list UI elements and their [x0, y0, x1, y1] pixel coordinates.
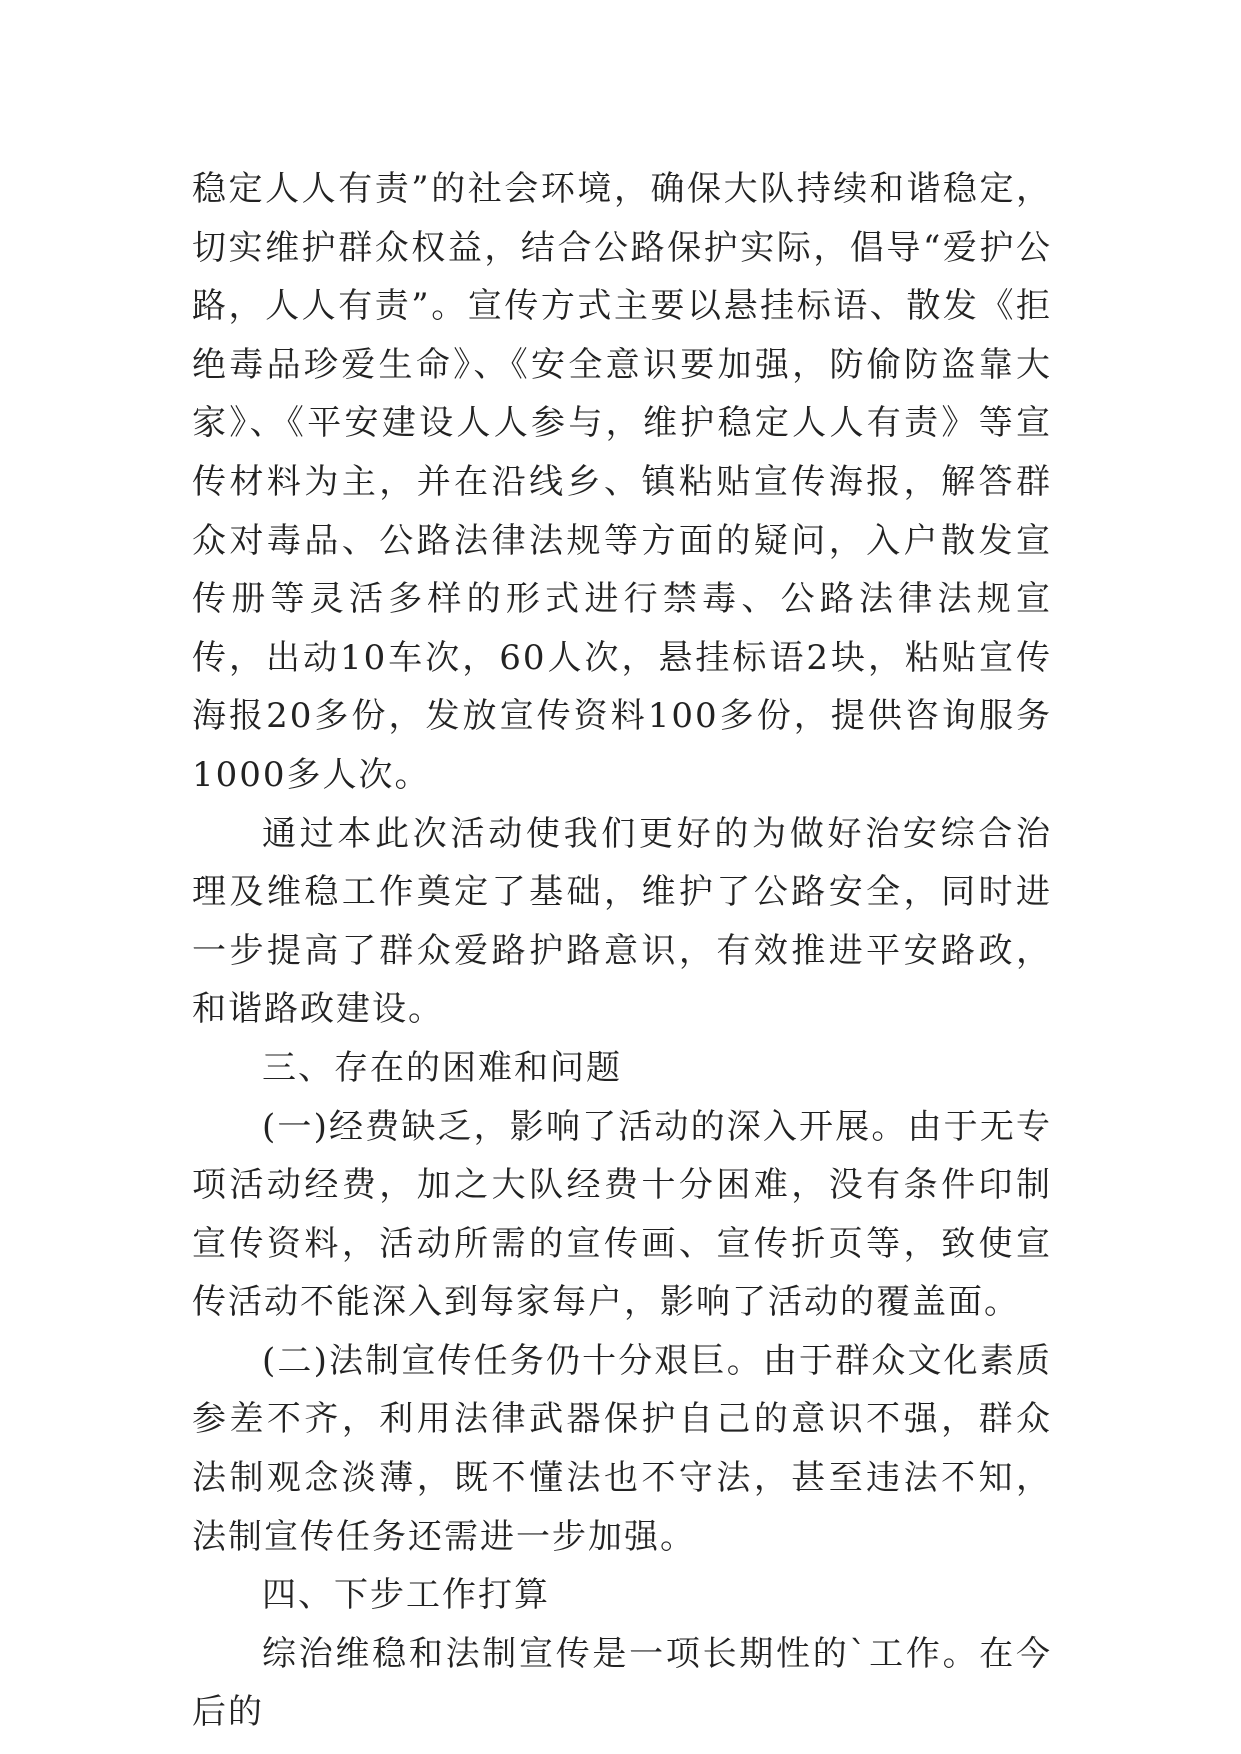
paragraph-activity-results: 通过本此次活动使我们更好的为做好治安综合治理及维稳工作奠定了基础，维护了公路安全，同时进一步提高了群众爱路护路意识，有效推进平安路政，和谐路政建设。 [192, 813, 1052, 1030]
paragraph-legal-publicity-task: (二)法制宣传任务仍十分艰巨。由于群众文化素质参差不齐，利用法律武器保护自己的意识不强，群众法制观念淡薄，既不懂法也不守法，甚至违法不知，法制宣传任务还需进一步加强。 [192, 1340, 1052, 1557]
document-body [192, 160, 1052, 1742]
section-heading-next-steps: 四、下步工作打算 [262, 1575, 550, 1616]
paragraph-publicity-methods: 稳定人人有责”的社会环境，确保大队持续和谐稳定，切实维护群众权益，结合公路保护实际，倡导“爱护公路，人人有责”。宣传方式主要以悬挂标语、散发《拒绝毒品珍爱生命》、《安全意识要加强，防偷防盗靠大家》、《平安建设人人参与，维护稳定人人有责》等宣传材料为主，并在沿线乡、镇粘贴宣传海报，解答群众对毒品、公路法律法规等方面的疑问，入户散发宣传册等灵活多样的形式进行禁毒、公路法律法规宣传，出动10车次，60人次，悬挂标语2块，粘贴宣传海报20多份，发放宣传资料100多份，提供咨询服务1000多人次。 [192, 169, 1052, 795]
paragraph-funding-shortage: (一)经费缺乏，影响了活动的深入开展。由于无专项活动经费，加之大队经费十分困难，没有条件印制宣传资料，活动所需的宣传画、宣传折页等，致使宣传活动不能深入到每家每户，影响了活动的覆盖面。 [192, 1106, 1052, 1323]
section-heading-difficulties: 三、存在的困难和问题 [262, 1047, 622, 1088]
paragraph-next-steps-intro: 综治维稳和法制宣传是一项长期性的`工作。在今后的 [192, 1633, 1052, 1733]
